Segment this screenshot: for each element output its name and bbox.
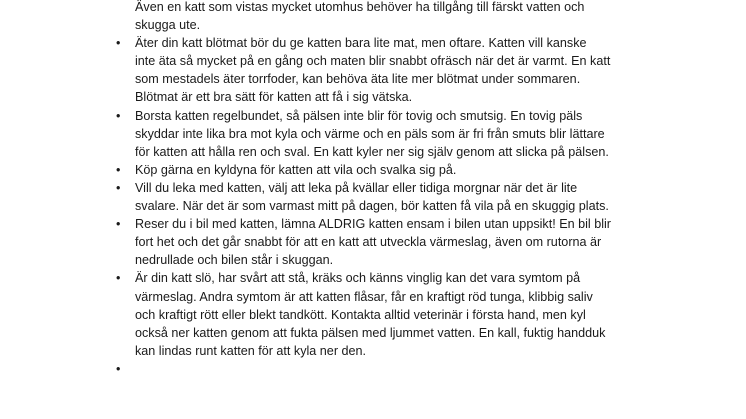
bullet-icon: • <box>116 271 121 286</box>
list-item <box>0 269 675 359</box>
list-item-empty <box>0 360 675 378</box>
list-item <box>0 34 675 106</box>
bullet-icon: • <box>116 217 121 232</box>
text-line: som mestadels äter torrfoder, kan behöva äta lite mer blötmat under sommaren. <box>135 72 581 87</box>
text-line: värmeslag. Andra symtom är att katten flåsar, får en kraftigt röd tunga, klibbig saliv <box>135 289 593 304</box>
text-line: Vill du leka med katten, välj att leka på kvällar eller tidiga morgnar när det är lite <box>135 180 578 195</box>
bullet-icon: • <box>116 361 121 376</box>
text-line: kan lindas runt katten för att kyla ner den. <box>135 343 367 358</box>
list-item-text <box>135 34 675 106</box>
text-line: och kraftigt rött eller blekt tandkött. Kontakta alltid veterinär i första hand, men kyl <box>135 307 586 322</box>
bullet-icon: • <box>116 108 121 123</box>
list-item-text <box>135 179 675 215</box>
text-line: nedrullade och bilen står i skuggan. <box>135 253 334 268</box>
list-item-text <box>135 215 675 269</box>
list-item-text <box>135 360 675 378</box>
text-line: Äter din katt blötmat bör du ge katten bara lite mat, men oftare. Katten vill kanske <box>135 36 587 51</box>
text-line: fort het och det går snabbt för att en katt att utveckla värmeslag, även om rutorna är <box>135 235 602 250</box>
text-line: Är din katt slö, har svårt att stå, kräks och känns vinglig kan det vara symtom på <box>135 271 581 286</box>
list-item-text <box>135 269 675 359</box>
text-line: för katten att hålla ren och sval. En katt kyler ner sig själv genom att slicka på pälsen. <box>135 144 609 159</box>
intro-paragraph <box>135 0 675 34</box>
list-item <box>0 179 675 215</box>
text-line: Blötmat är ett bra sätt för katten att få i sig vätska. <box>135 90 413 105</box>
text-line: svalare. När det är som varmast mitt på dagen, bör katten få vila på en skuggig plats. <box>135 199 609 214</box>
list-item-text <box>135 161 675 179</box>
list-item <box>0 215 675 269</box>
text-line: Även en katt som vistas mycket utomhus behöver ha tillgång till färskt vatten och <box>135 0 585 14</box>
list-item <box>0 161 675 179</box>
text-line: Köp gärna en kyldyna för katten att vila och svalka sig på. <box>135 162 457 177</box>
text-line: skugga ute. <box>135 18 201 33</box>
text-line: inte äta så mycket på en gång och maten blir snabbt ofräsch när det är varmt. En katt <box>135 54 611 69</box>
text-line: också ner katten genom att fukta pälsen med ljummet vatten. En kall, fuktig handduk <box>135 325 606 340</box>
bullet-icon: • <box>116 36 121 51</box>
text-line: Borsta katten regelbundet, så pälsen inte blir för tovig och smutsig. En tovig päls <box>135 108 583 123</box>
list-item-text <box>135 107 675 161</box>
text-line: skyddar inte lika bra mot kyla och värme och en päls som är fri från smuts blir lättare <box>135 126 605 141</box>
list-item <box>0 107 675 161</box>
text-line: Reser du i bil med katten, lämna ALDRIG katten ensam i bilen utan uppsikt! En bil blir <box>135 217 612 232</box>
bullet-icon: • <box>116 162 121 177</box>
bullet-icon: • <box>116 180 121 195</box>
bullet-list <box>0 34 746 378</box>
